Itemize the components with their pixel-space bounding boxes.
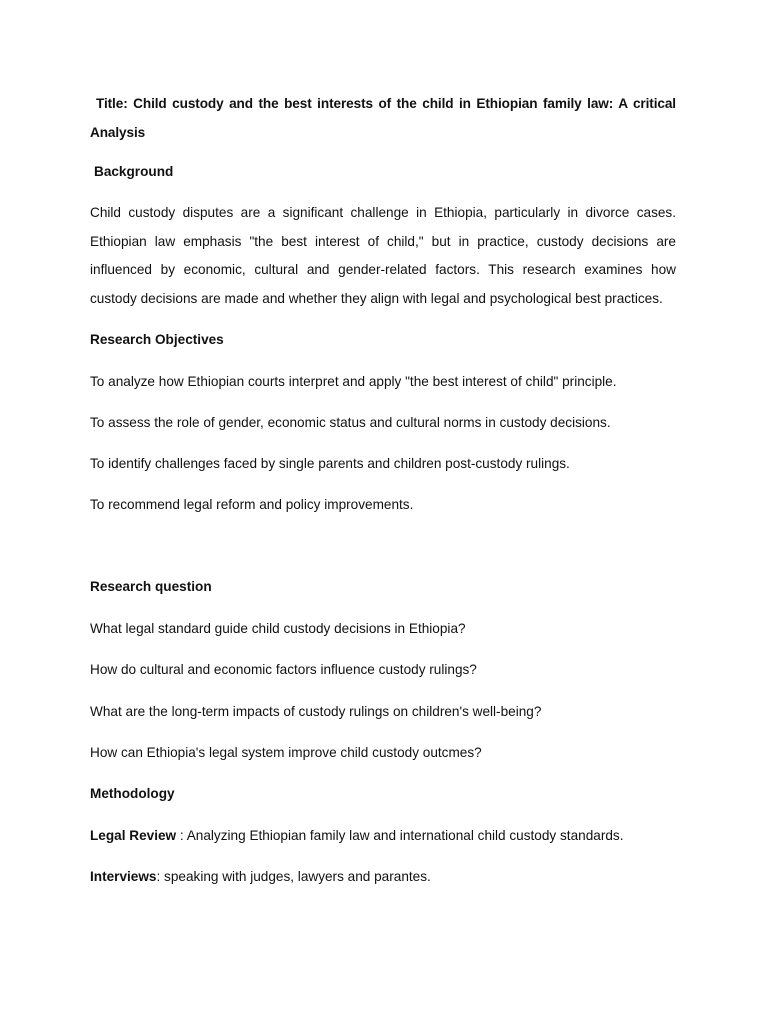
objective-item: To assess the role of gender, economic status and cultural norms in custody decisions. (90, 415, 611, 430)
document-title: Title: Child custody and the best interests of the child in Ethiopian family law: A critical Analysis (90, 96, 676, 140)
objective-item: To recommend legal reform and policy improvements. (90, 497, 414, 512)
background-heading: Background (94, 164, 174, 179)
method-label: Interviews (90, 869, 157, 884)
question-item: What are the long-term impacts of custody rulings on children's well-being? (90, 704, 542, 719)
method-item (90, 867, 676, 887)
objective-item: To identify challenges faced by single parents and children post-custody rulings. (90, 456, 570, 471)
questions-heading: Research question (90, 579, 212, 594)
question-item: How do cultural and economic factors influence custody rulings? (90, 662, 477, 677)
method-text: : speaking with judges, lawyers and parantes. (156, 869, 431, 884)
objective-item: To analyze how Ethiopian courts interpret and apply "the best interest of child" principle. (90, 374, 617, 389)
objectives-heading: Research Objectives (90, 332, 224, 347)
method-item (90, 826, 676, 846)
methodology-heading: Methodology (90, 786, 175, 801)
question-item: How can Ethiopia's legal system improve child custody outcmes? (90, 745, 482, 760)
method-label: Legal Review (90, 828, 177, 843)
background-paragraph: Child custody disputes are a significant challenge in Ethiopia, particularly in divorce cases. Ethiopian law emphasis "the best interest of child," but in practice, custody decisions are influenced by economic, cultural and gender-related factors. This research examines how custody decisions are made and whether they align with legal and psychological best practices. (90, 205, 676, 306)
method-text: : Analyzing Ethiopian family law and international child custody standards. (176, 828, 624, 843)
question-item: What legal standard guide child custody decisions in Ethiopia? (90, 621, 466, 636)
